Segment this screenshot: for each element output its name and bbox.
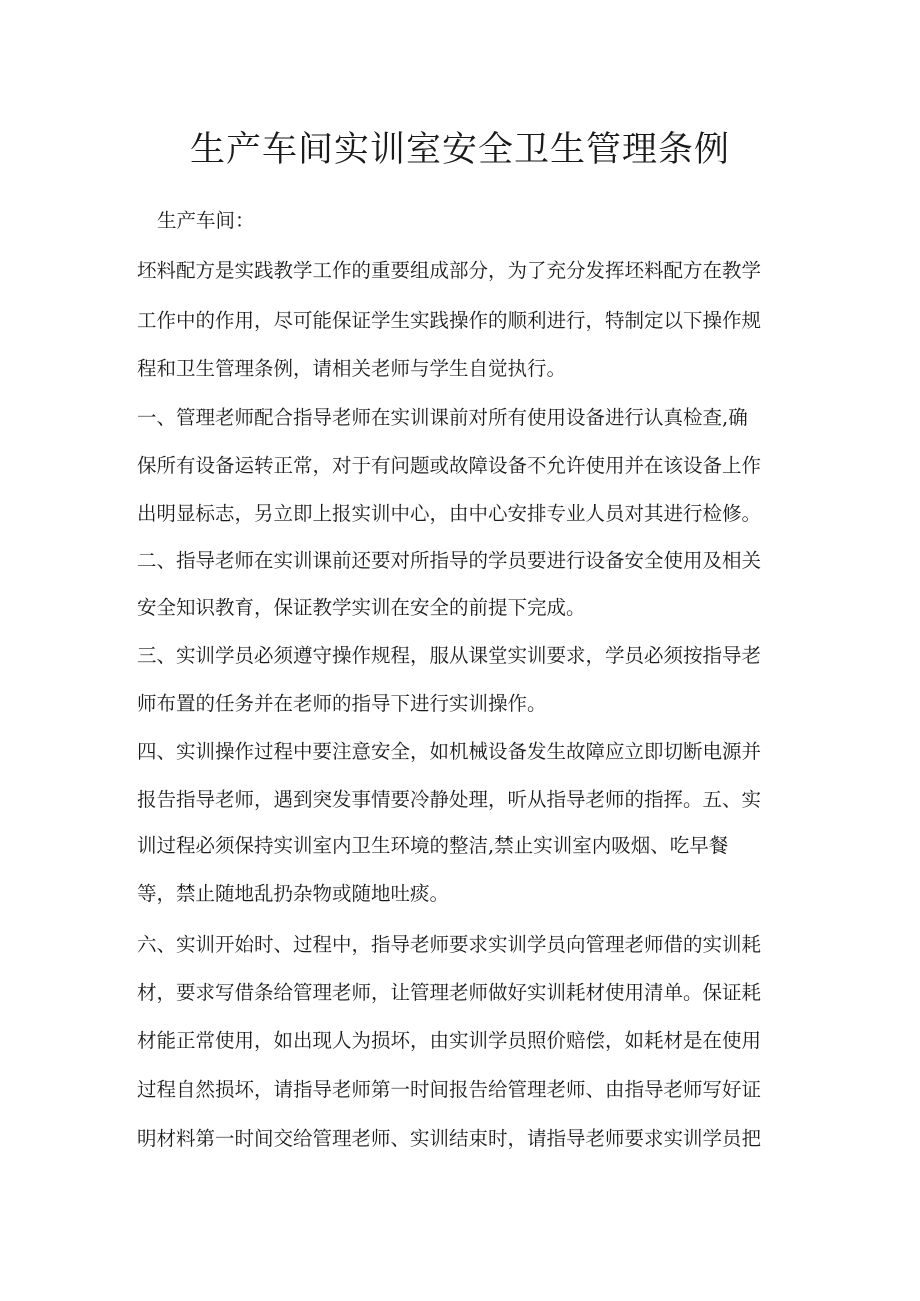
text-line: 报告指导老师，遇到突发事情要冷静处理，听从指导老师的指挥。五、实 bbox=[137, 788, 762, 811]
text-line: 出明显标志，另立即上报实训中心，由中心安排专业人员对其进行检修。 bbox=[137, 502, 762, 525]
document-title: 生产车间实训室安全卫生管理条例 bbox=[189, 130, 730, 170]
text-line: 等，禁止随地乱扔杂物或随地吐痰。 bbox=[137, 882, 450, 905]
text-line: 三、实训学员必须遵守操作规程，服从课堂实训要求，学员必须按指导老 bbox=[137, 644, 762, 667]
text-line: 明材料第一时间交给管理老师、实训结束时，请指导老师要求实训学员把 bbox=[137, 1127, 762, 1150]
text-line: 坯料配方是实践教学工作的重要组成部分，为了充分发挥坯料配方在教学 bbox=[137, 259, 762, 282]
text-line: 师布置的任务并在老师的指导下进行实训操作。 bbox=[137, 692, 547, 715]
text-line: 材能正常使用，如出现人为损坏，由实训学员照价赔偿，如耗材是在使用 bbox=[137, 1029, 762, 1052]
text-line: 材，要求写借条给管理老师，让管理老师做好实训耗材使用清单。保证耗 bbox=[137, 981, 762, 1004]
text-line: 工作中的作用，尽可能保证学生实践操作的顺利进行，特制定以下操作规 bbox=[137, 309, 762, 332]
text-line: 训过程必须保持实训室内卫生环境的整洁,禁止实训室内吸烟、吃早餐 bbox=[137, 834, 729, 857]
text-line: 保所有设备运转正常，对于有问题或故障设备不允许使用并在该设备上作 bbox=[137, 454, 762, 477]
text-line: 四、实训操作过程中要注意安全，如机械设备发生故障应立即切断电源并 bbox=[137, 740, 762, 763]
text-line: 一、管理老师配合指导老师在实训课前对所有使用设备进行认真检查,确 bbox=[137, 406, 748, 429]
text-line: 安全知识教育，保证教学实训在安全的前提下完成。 bbox=[137, 596, 586, 619]
text-line: 二、指导老师在实训课前还要对所指导的学员要进行设备安全使用及相关 bbox=[137, 549, 762, 572]
text-line: 程和卫生管理条例，请相关老师与学生自觉执行。 bbox=[137, 357, 567, 380]
text-line: 六、实训开始时、过程中，指导老师要求实训学员向管理老师借的实训耗 bbox=[137, 933, 762, 956]
section-heading: 生产车间： bbox=[157, 209, 255, 232]
text-line: 过程自然损坏，请指导老师第一时间报告给管理老师、由指导老师写好证 bbox=[137, 1078, 762, 1101]
